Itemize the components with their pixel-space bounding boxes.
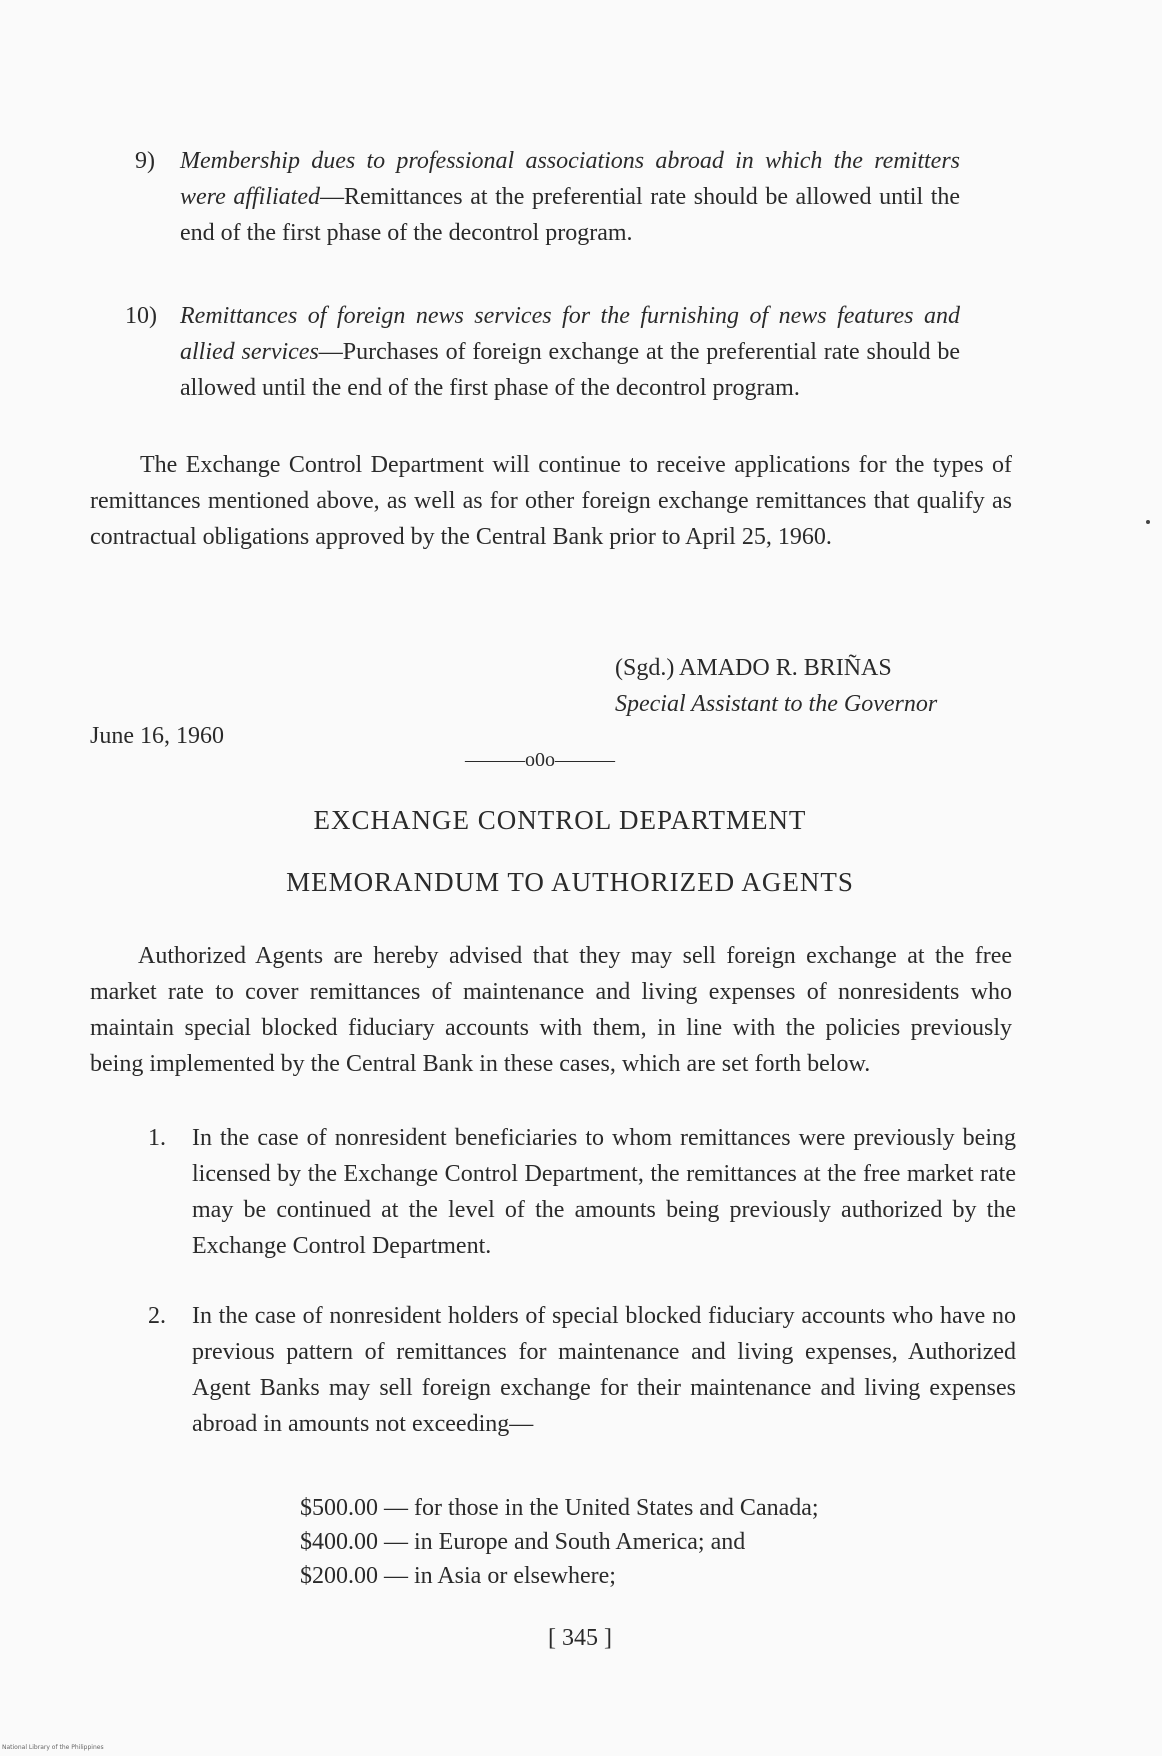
footer-credit: National Library of the Philippines (2, 1744, 104, 1751)
amount-row (300, 1558, 1000, 1592)
item-heading: Membership dues to professional associations abroad in which the remitters were affiliated (180, 148, 960, 210)
signatory-name: AMADO R. BRIÑAS (679, 655, 892, 681)
item-heading: Remittances of foreign news services for the furnishing of news features and allied services (180, 303, 960, 365)
amount-list (300, 1490, 1000, 1592)
signature-block (615, 650, 1035, 722)
date-line: June 16, 1960 (90, 723, 224, 749)
page-number: [ 345 ] (548, 1625, 612, 1651)
separator: ———o0o——— (465, 749, 615, 771)
signature-prefix: (Sgd.) (615, 655, 675, 681)
item-text: —Purchases of foreign exchange at the preferential rate should be allowed until the end of the first phase of the decontrol program. (180, 339, 961, 401)
item-number: 1. (148, 1125, 166, 1151)
memo-title: MEMORANDUM TO AUTHORIZED AGENTS (286, 867, 854, 897)
signatory-title: Special Assistant to the Governor (615, 691, 938, 717)
signature-line (615, 650, 1035, 686)
item-text: —Remittances at the preferential rate should be allowed until the end of the first phase of the decontrol program. (180, 184, 961, 246)
item-number: 9) (135, 148, 155, 174)
memo-intro-paragraph: Authorized Agents are hereby advised that they may sell foreign exchange at the free market rate to cover remittances of maintenance and living expenses of nonresidents who maintain special blocked fiduciary accounts with them, in line with the policies previously being implemented by the Central Bank in these cases, which are set forth below. (90, 943, 1012, 1077)
amount-value: $400.00 (300, 1529, 378, 1555)
item-number: 10) (125, 303, 157, 329)
speck (1146, 520, 1150, 524)
item-number: 2. (148, 1303, 166, 1329)
amount-description: — for those in the United States and Canada; (384, 1495, 819, 1521)
department-heading: EXCHANGE CONTROL DEPARTMENT (313, 805, 807, 835)
amount-value: $200.00 (300, 1563, 378, 1589)
item-text: In the case of nonresident beneficiaries to whom remittances were previously being licensed by the Exchange Control Department, the remittances at the free market rate may be continued at the level of the amounts being previously authorized by the Exchange Control Department. (192, 1125, 1016, 1259)
amount-value: $500.00 (300, 1495, 378, 1521)
amount-description: — in Asia or elsewhere; (384, 1563, 616, 1589)
closing-paragraph: The Exchange Control Department will continue to receive applications for the types of remittances mentioned above, as well as for other foreign exchange remittances that qualify as contractual obligations approved by the Central Bank prior to April 25, 1960. (90, 452, 1012, 550)
amount-description: — in Europe and South America; and (384, 1529, 746, 1555)
amount-row (300, 1490, 1000, 1524)
item-text: In the case of nonresident holders of special blocked fiduciary accounts who have no previous pattern of remittances for maintenance and living expenses, Authorized Agent Banks may sell foreign exchange for their maintenance and living expenses abroad in amounts not exceeding— (192, 1303, 1016, 1437)
amount-row (300, 1524, 1000, 1558)
